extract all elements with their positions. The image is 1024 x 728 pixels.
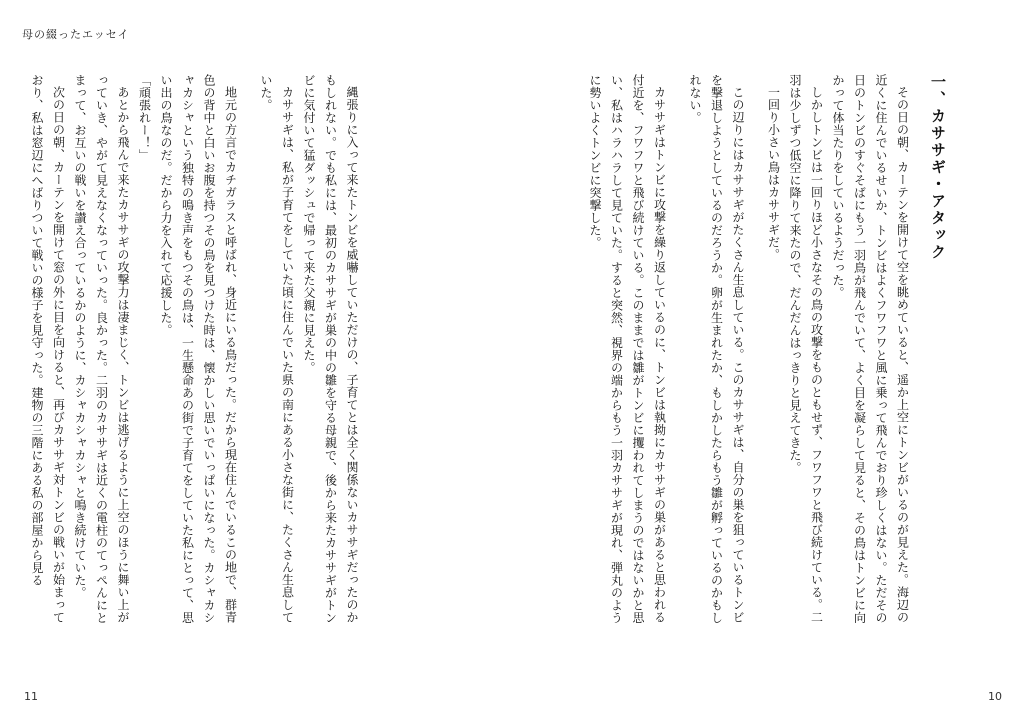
paragraph: その日の朝、カーテンを開けて空を眺めていると、遥か上空にトンビがいるのが見えた。海辺の近くに住んでいるせいか、トンビはよくフワフワと風に乗って飛んでおり珍しくはない。ただその日のトンビのすぐそばにもう一羽鳥が飛んでいて、よく目を凝らして見ると、その鳥はトンビに向かって体当たりをしているようだった。 xyxy=(831,74,910,624)
page-number-right: 10 xyxy=(988,690,1002,703)
paragraph: 一回り小さい鳥はカササギだ。 xyxy=(766,86,781,261)
paragraph: 「頑張れー！」 xyxy=(137,74,152,162)
page-number-left: 11 xyxy=(24,690,38,703)
paragraph: しかしトンビは一回りほど小さなその鳥の攻撃をものともせず、フワフワと飛び続けている。二羽は少しずつ低空に降りて来たので、だんだんはっきりと見えてきた。 xyxy=(788,74,824,624)
left-page-text xyxy=(30,74,362,634)
header-title: 母の綴ったエッセイ xyxy=(22,28,130,41)
right-page-text xyxy=(588,74,948,634)
paragraph: カササギは、私が子育てをしていた頃に住んでいた県の南にある小さな街に、たくさん生息していた。 xyxy=(259,74,295,624)
paragraph: あとから飛んで来たカササギの攻撃力は凄まじく、トンビは逃げるように上空のほうに舞い上がっていき、やがて見えなくなっていった。良かった。二羽のカササギは近くの電柱のてっぺんにとまって、お互いの戦いを讃え合っているかのように、カシャカシャカシャと鳴き続けていた。 xyxy=(73,74,130,624)
paragraph: カササギはトンビに攻撃を繰り返しているのに、トンビは執拗にカササギの巣があると思われる付近を、フワフワと飛び続けている。このままでは雛がトンビに攫われてしまうのではないかと思い、私はハラハラして見ていた。すると突然、視界の端からもう一羽カササギが現れ、弾丸のように勢いよくトンビに突撃した。 xyxy=(588,74,667,624)
paragraph: 次の日の朝、カーテンを開けて窓の外に目を向けると、再びカササギ対トンビの戦いが始まっており、私は窓辺にへばりついて戦いの様子を見守った。建物の三階にある私の部屋から見る xyxy=(30,74,66,624)
paragraph: この辺りにはカササギがたくさん生息している。このカササギは、自分の巣を狙っているトンビを撃退しようとしているのだろうか。卵が生まれたか、もしかしたらもう雛が孵っているのかもしれない。 xyxy=(688,74,745,624)
paragraph: 地元の方言でカチガラスと呼ばれ、身近にいる鳥だった。だから現在住んでいるこの地で、群青色の背中と白いお腹を持つその鳥を見つけた時は、懐かしい思いでいっぱいになった。カシャカシャカシャという独特の鳴き声をもつその鳥は、一生懸命あの街で子育てをしていた私にとって、思い出の鳥なのだ。だから力を入れて応援した。 xyxy=(159,74,238,624)
paragraph: 縄張りに入って来たトンビを威嚇していただけの、子育てとは全く関係ないカササギだったのかもしれない。でも私には、最初のカササギが巣の中の雛を守る母親で、後から来たカササギがトンビに気付いて猛ダッシュで帰って来た父親に見えた。 xyxy=(302,74,359,624)
section-heading: 一、カササギ・アタック xyxy=(929,74,947,261)
